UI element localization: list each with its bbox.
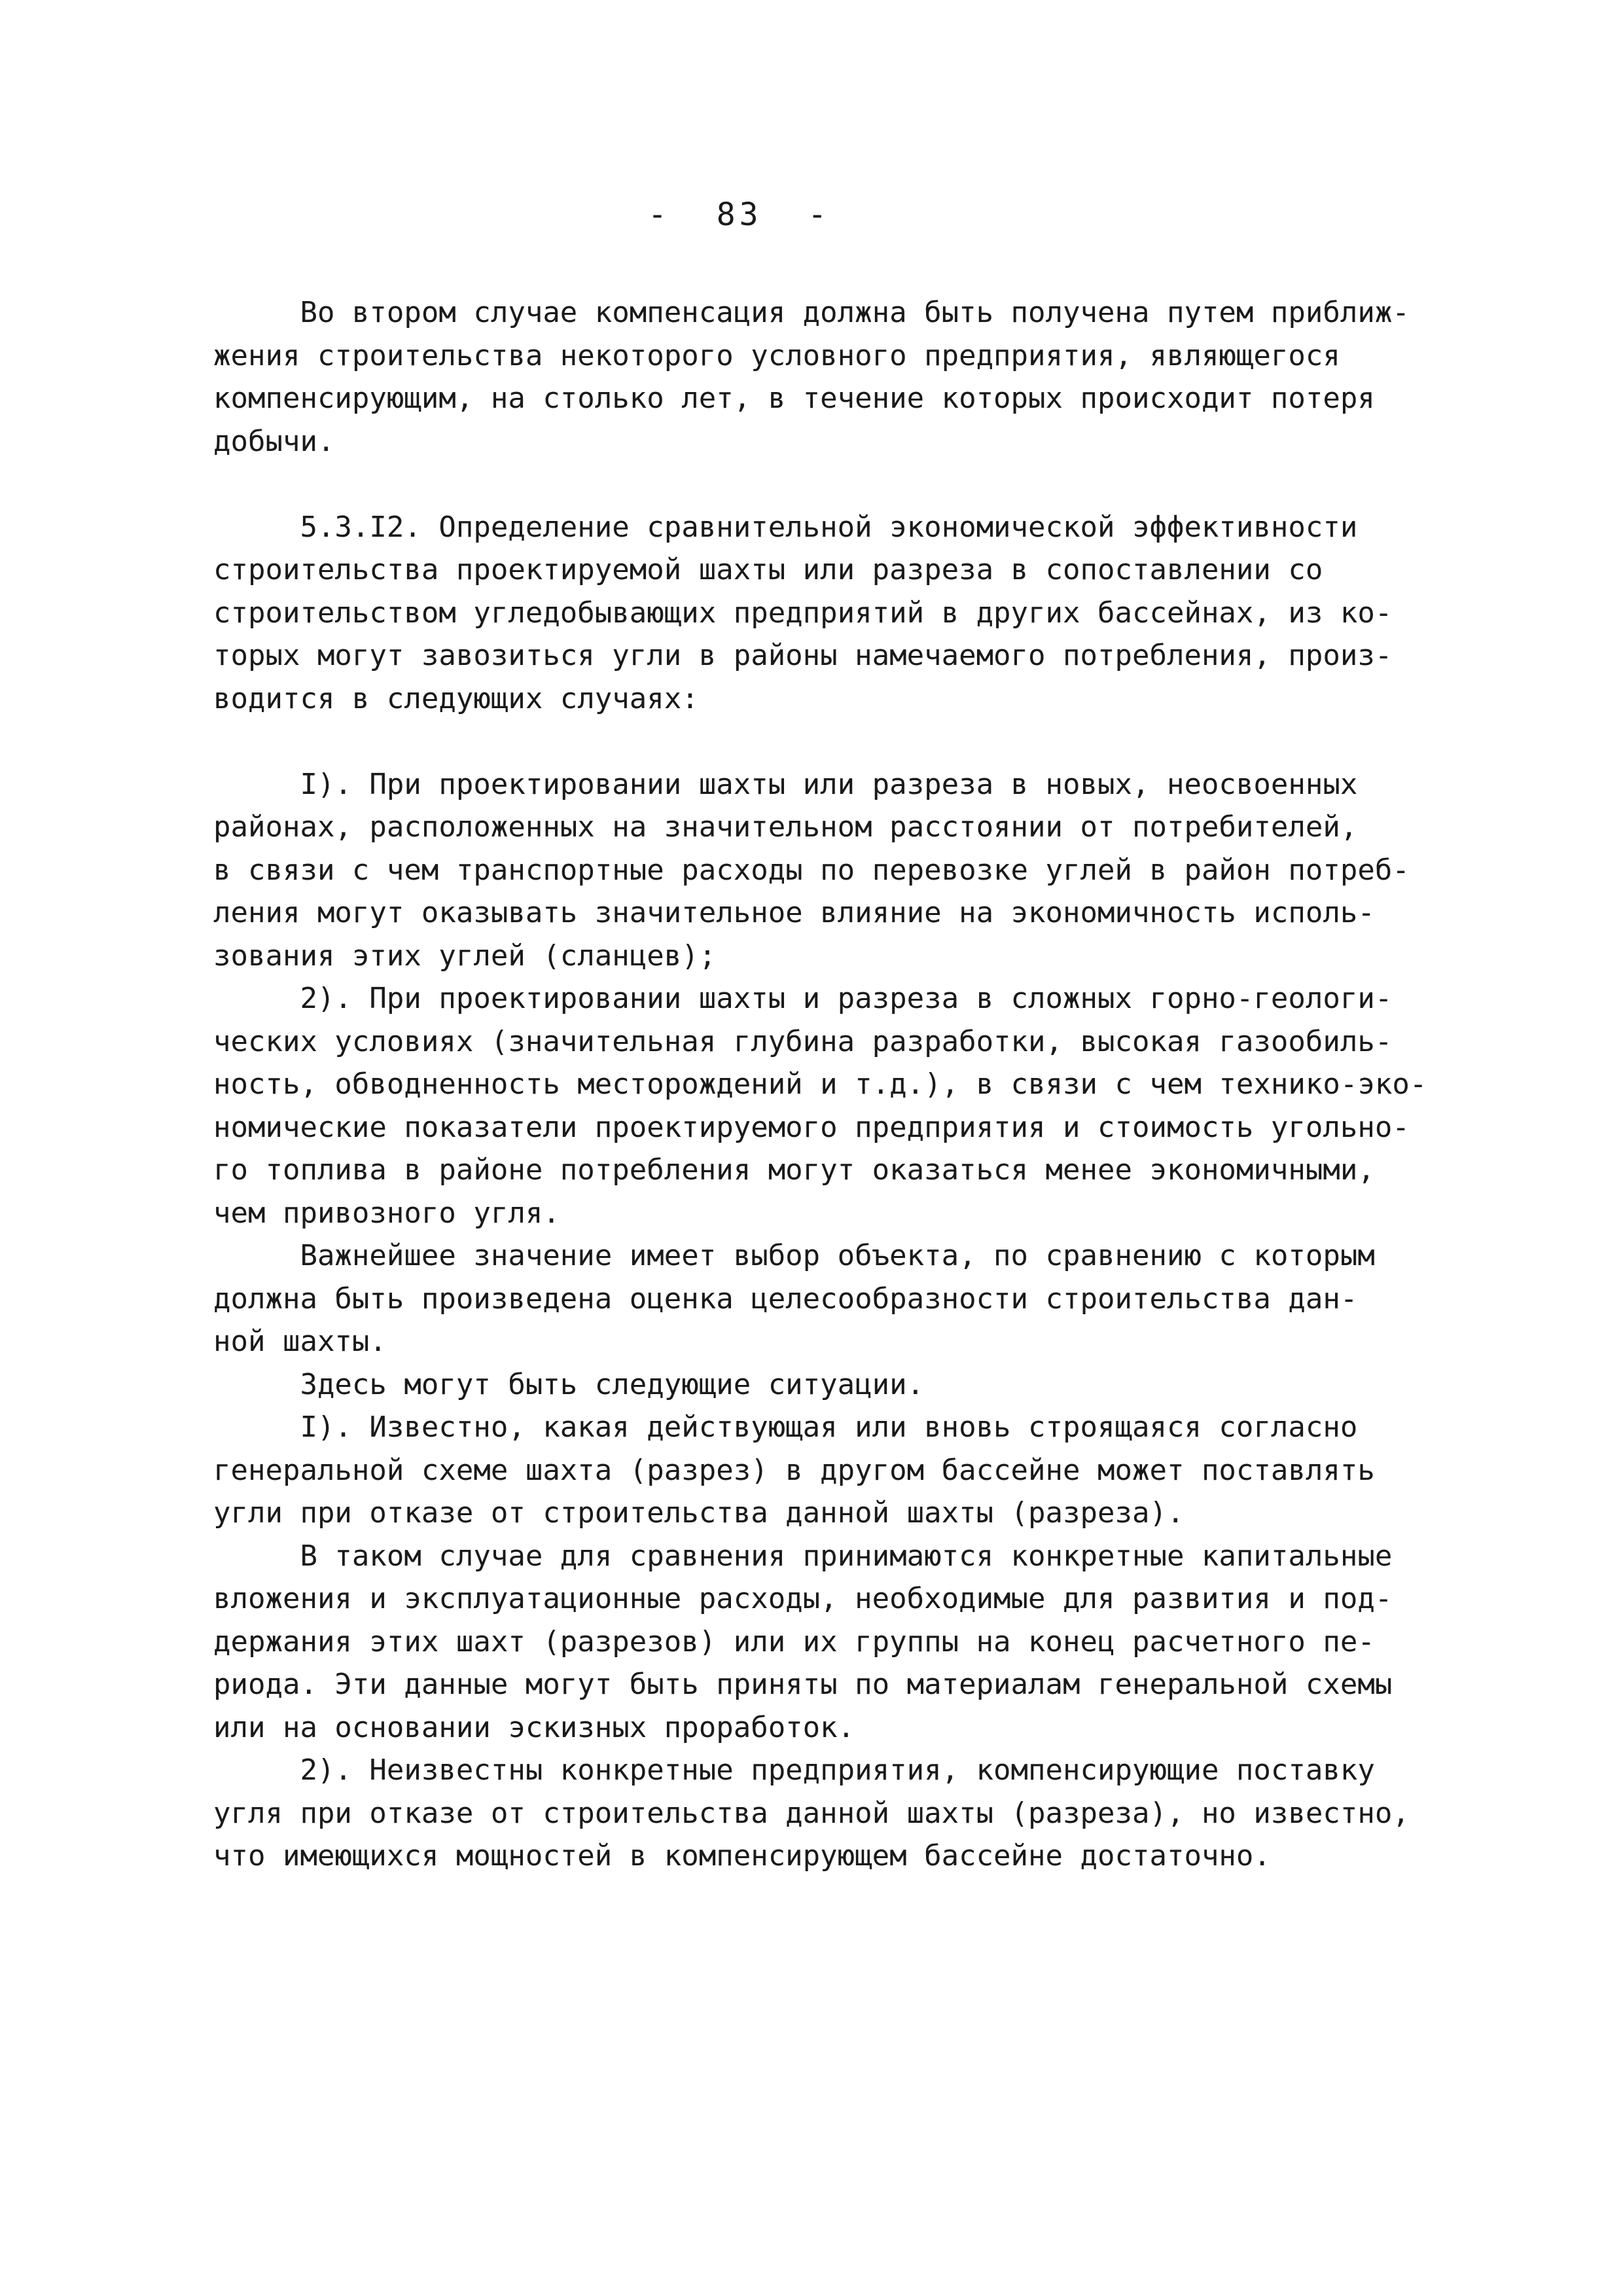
text-line: или на основании эскизных проработок. [213,1710,855,1744]
text-line: го топлива в районе потребления могут оказаться менее экономичными, [213,1153,1375,1187]
page-number: - 83 - [648,196,831,233]
text-line: компенсирующим, на столько лет, в течение которых происходит потеря [213,382,1375,415]
text-line: жения строительства некоторого условного предприятия, являющегося [213,338,1340,372]
text-line: строительства проектируемой шахты или разреза в сопоставлении со [213,553,1323,586]
text-line: 2). При проектировании шахты и разреза в сложных горно-геологи- [213,982,1393,1015]
text-line: в связи с чем транспортные расходы по перевозке углей в район потреб- [213,853,1410,887]
text-line: зования этих углей (сланцев); [213,939,717,973]
text-line: угли при отказе от строительства данной шахты (разреза). [213,1496,1185,1530]
text-line: угля при отказе от строительства данной шахты (разреза), но известно, [213,1796,1410,1830]
text-line: ления могут оказывать значительное влияние на экономичность исполь- [213,896,1375,929]
body-text [213,291,1509,1878]
text-line: районах, расположенных на значительном расстоянии от потребителей, [213,810,1358,844]
text-line: Важнейшее значение имеет выбор объекта, по сравнению с которым [213,1239,1375,1272]
text-line: водится в следующих случаях: [213,681,699,715]
text-line: ной шахты. [213,1325,387,1358]
text-line: строительством угледобывающих предприятий в других бассейнах, из ко- [213,596,1393,630]
text-line: ность, обводненность месторождений и т.д.), в связи с чем технико-эко- [213,1067,1427,1101]
text-line: торых могут завозиться угли в районы намечаемого потребления, произ- [213,639,1393,672]
text-line: вложения и эксплуатационные расходы, необходимые для развития и под- [213,1582,1393,1615]
text-line: добычи. [213,424,335,458]
text-line: I). Известно, какая действующая или вновь строящаяся согласно [213,1410,1358,1444]
text-line: номические показатели проектируемого предприятия и стоимость угольно- [213,1110,1410,1144]
text-line: должна быть произведена оценка целесообразности строительства дан- [213,1282,1358,1316]
text-line [213,463,1509,506]
text-line: Здесь могут быть следующие ситуации. [213,1367,925,1401]
text-line: генеральной схеме шахта (разрез) в другом бассейне может поставлять [213,1453,1375,1487]
text-line [213,720,1509,763]
text-line: 5.3.I2. Определение сравнительной экономической эффективности [213,510,1358,544]
text-line: 2). Неизвестны конкретные предприятия, компенсирующие поставку [213,1753,1375,1787]
text-line: что имеющихся мощностей в компенсирующем бассейне достаточно. [213,1839,1271,1873]
text-line: В таком случае для сравнения принимаются конкретные капитальные [213,1539,1393,1573]
text-line: чем привозного угля. [213,1196,560,1230]
text-line: Во втором случае компенсация должна быть получена путем приближ- [213,296,1410,329]
text-line: I). При проектировании шахты или разреза в новых, неосвоенных [213,767,1358,801]
text-line: риода. Эти данные могут быть приняты по материалам генеральной схемы [213,1668,1393,1701]
text-line: держания этих шахт (разрезов) или их группы на конец расчетного пе- [213,1624,1375,1659]
text-line: ческих условиях (значительная глубина разработки, высокая газообиль- [213,1024,1393,1058]
